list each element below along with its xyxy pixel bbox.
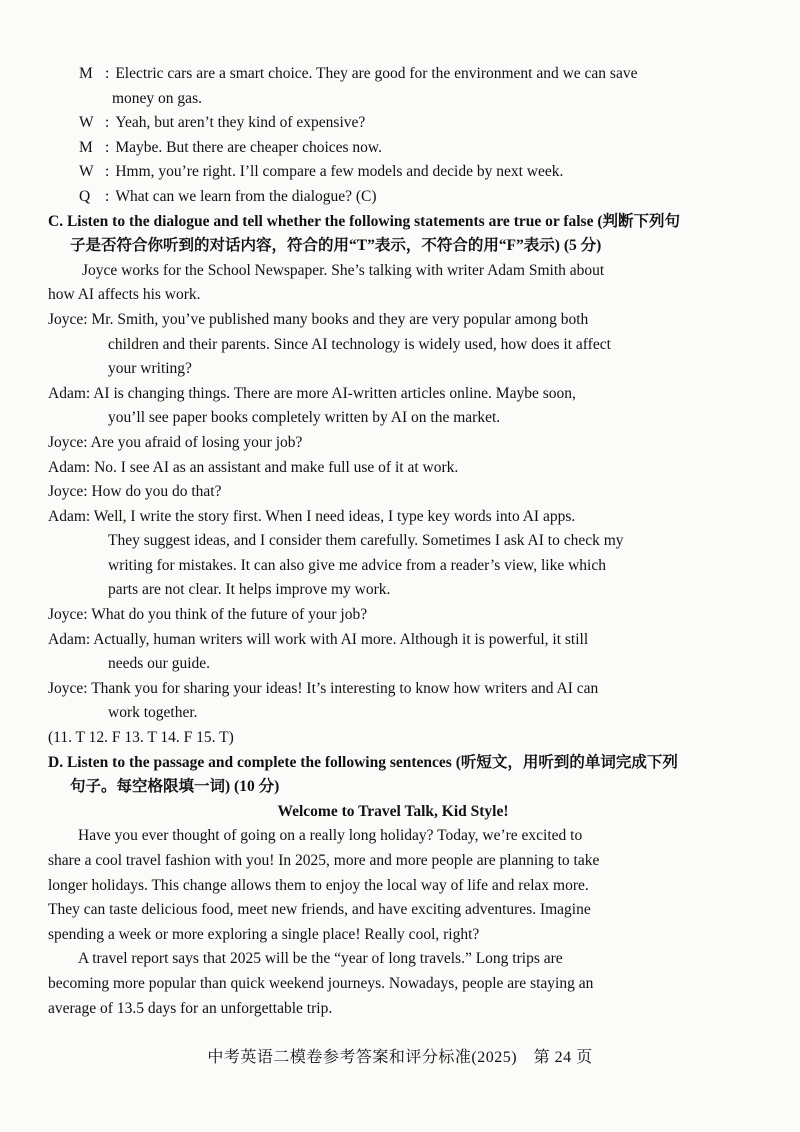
section-c-heading-cont: 子是否符合你听到的对话内容，符合的用“T”表示，不符合的用“F”表示) (5 分) [70,237,602,255]
speaker-label: Joyce [48,606,84,624]
section-d [48,751,738,1022]
dialogue-continuation: money on gas. [112,89,202,107]
turn-text: Thank you for sharing your ideas! It’s interesting to know how writers and AI can [91,679,599,697]
dialogue-line [48,136,738,161]
turn-text: Well, I write the story first. When I need ideas, I type key words into AI apps. [93,507,576,525]
interview-turn [48,480,738,505]
page-footer: 中考英语二模卷参考答案和评分标准(2025) 第 24 页 [207,1049,593,1066]
speaker-label: Adam [48,630,86,648]
speaker-label: M [79,138,93,156]
interview [48,308,738,726]
passage-line: share a cool travel fashion with you! In 2025, more and more people are planning to take [48,852,600,869]
passage-title: Welcome to Travel Talk, Kid Style! [277,802,509,820]
speaker-label: Adam [48,507,86,525]
speaker-label: W [79,114,94,132]
turn-text: How do you do that? [91,483,222,501]
passage-line: Have you ever thought of going on a really long holiday? Today, we’re excited to [78,827,583,845]
speaker-colon: : [85,384,94,402]
passage-line: average of 13.5 days for an unforgettable trip. [48,999,333,1017]
dialogue-text: Hmm, you’re right. I’ll compare a few models and decide by next week. [115,163,564,181]
answer-key: (11. T 12. F 13. T 14. F 15. T) [48,729,234,747]
turn-continuation: needs our guide. [108,655,211,673]
dialogue-line [48,62,738,87]
speaker-colon: : [85,458,95,476]
turn-continuation: children and their parents. Since AI technology is widely used, how does it affect [108,335,611,353]
passage-line: becoming more popular than quick weekend journeys. Nowadays, people are staying an [48,974,594,992]
speaker-label: W [79,163,94,181]
dialogue-line [48,160,738,185]
passage-line: A travel report says that 2025 will be the “year of long travels.” Long trips are [78,950,563,968]
turn-continuation: work together. [108,704,198,722]
section-d-heading: D. Listen to the passage and complete the following sentences (听短文，用听到的单词完成下列 [48,753,678,771]
interview-turn [48,382,738,407]
passage-line: spending a week or more exploring a single place! Really cool, right? [48,925,480,943]
speaker-label: Adam [48,384,86,402]
turn-text: AI is changing things. There are more AI-written articles online. Maybe soon, [93,384,576,402]
speaker-colon: : [105,114,110,132]
section-c-intro-cont: how AI affects his work. [48,286,201,304]
speaker-label: Adam [48,458,86,476]
turn-continuation: you’ll see paper books completely written by AI on the market. [108,409,501,427]
section-c-heading: C. Listen to the dialogue and tell whether the following statements are true or false (判断下列句 [48,212,680,230]
speaker-colon: : [83,433,91,451]
section-c-intro: Joyce works for the School Newspaper. She’s talking with writer Adam Smith about [82,261,605,279]
interview-turn [48,308,738,333]
interview-turn [48,505,738,530]
speaker-label: Joyce [48,483,84,501]
dialogue-line [48,111,738,136]
speaker-colon: : [85,507,94,525]
speaker-colon: : [83,310,92,328]
turn-text: No. I see AI as an assistant and make full use of it at work. [94,458,459,476]
turn-text: What do you think of the future of your job? [91,606,368,624]
interview-turn [48,628,738,653]
dialogue-text: Yeah, but aren’t they kind of expensive? [115,114,366,132]
turn-continuation: parts are not clear. It helps improve my work. [108,581,391,599]
passage-line: longer holidays. This change allows them to enjoy the local way of life and relax more. [48,876,589,894]
section-d-heading-cont: 句子。每空格限填一词) (10 分) [70,778,280,796]
turn-text: Actually, human writers will work with AI more. Although it is powerful, it still [93,630,589,648]
dialogue-b [48,62,738,210]
page-content [48,62,738,1021]
dialogue-line [48,185,738,210]
turn-text: Are you afraid of losing your job? [90,433,303,451]
speaker-colon: : [83,606,92,624]
speaker-colon: : [105,138,110,156]
passage-paragraph-2 [48,947,738,1021]
speaker-label: Q [79,187,91,205]
speaker-colon: : [105,65,110,82]
speaker-colon: : [105,187,110,205]
interview-turn [48,431,738,456]
turn-text: Mr. Smith, you’ve published many books and they are very popular among both [91,310,589,328]
speaker-label: Joyce [48,433,84,451]
interview-turn [48,677,738,702]
interview-turn [48,456,738,481]
section-c [48,210,738,751]
dialogue-text: What can we learn from the dialogue? (C) [115,187,377,205]
speaker-colon: : [83,483,92,501]
turn-continuation: They suggest ideas, and I consider them carefully. Sometimes I ask AI to check my [108,532,624,550]
passage-line: They can taste delicious food, meet new friends, and have exciting adventures. Imagine [48,901,591,919]
speaker-colon: : [85,630,94,648]
interview-turn [48,603,738,628]
speaker-label: Joyce [48,310,84,328]
turn-continuation: writing for mistakes. It can also give me advice from a reader’s view, like which [108,556,606,574]
speaker-colon: : [83,679,92,697]
dialogue-text: Maybe. But there are cheaper choices now. [115,138,382,156]
speaker-label: M [79,65,93,82]
speaker-colon: : [105,163,110,181]
turn-continuation: your writing? [108,360,192,378]
passage-paragraph-1 [48,824,738,947]
dialogue-text: Electric cars are a smart choice. They are good for the environment and we can save [115,65,638,82]
speaker-label: Joyce [48,679,84,697]
